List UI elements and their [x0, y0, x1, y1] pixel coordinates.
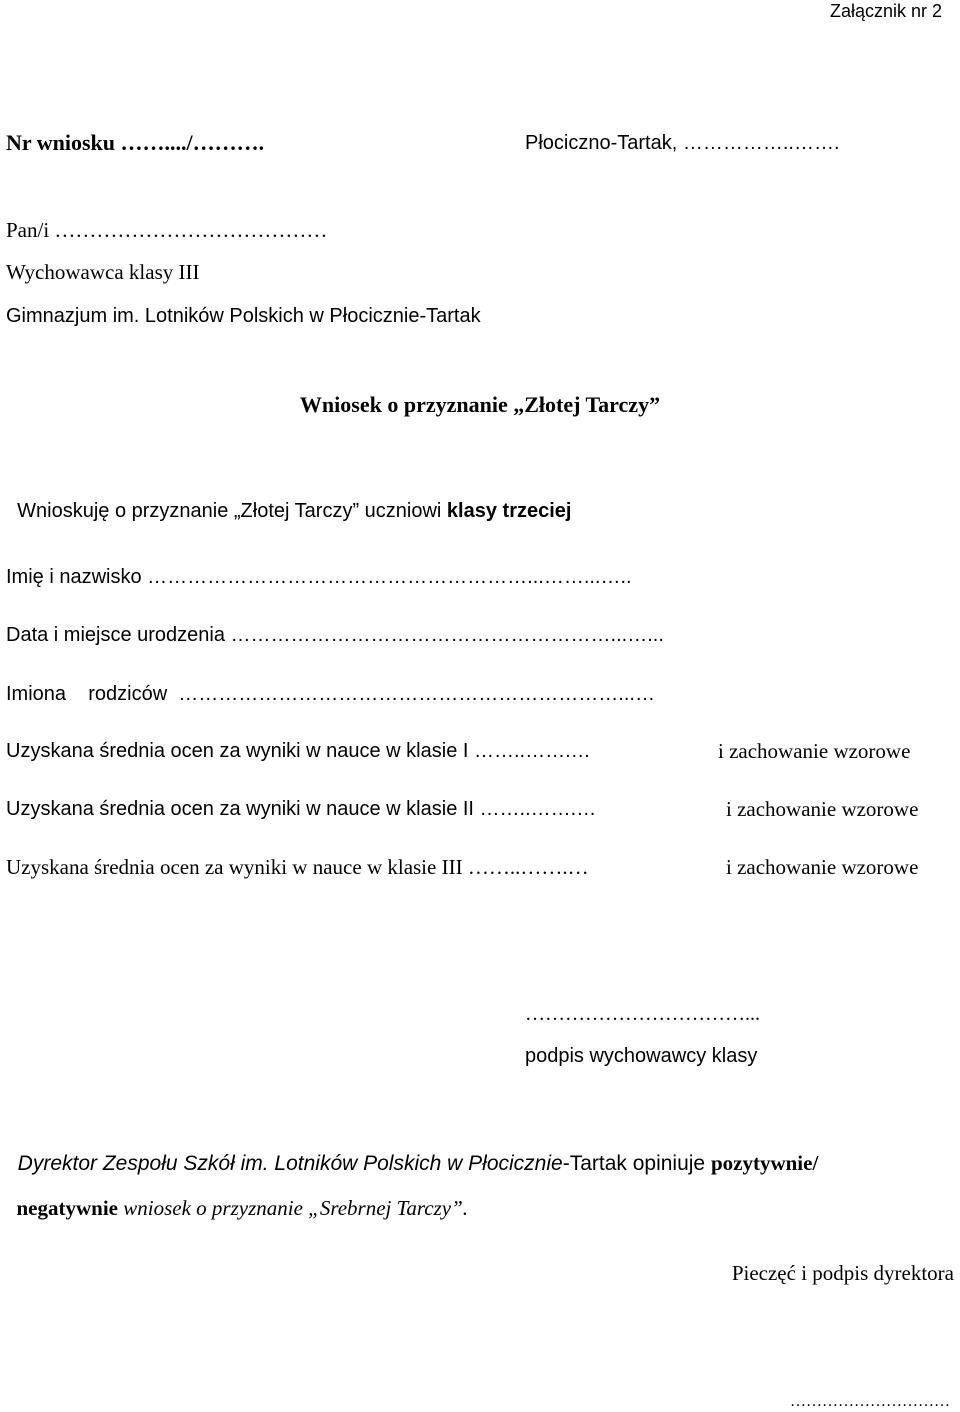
field-birth: Data i miejsce urodzenia …………………………………………………...…...: [6, 624, 664, 646]
teacher-signature-dots: ……………………………...: [525, 1003, 760, 1025]
director-opinion-line1: [6, 1132, 818, 1174]
grade-conduct-3: i zachowanie wzorowe: [726, 855, 919, 879]
field-parents: Imiona rodziców …………………………………………………………...…: [6, 683, 655, 705]
request-number: Nr wniosku ……..../……….: [6, 130, 265, 155]
grade-line-2: Uzyskana średnia ocen za wyniki w nauce w klasie II ……..…….…: [6, 798, 597, 820]
addressee-school: Gimnazjum im. Lotników Polskich w Płocicznie-Tartak: [6, 305, 481, 327]
director-italic: Dyrektor Zespołu Szkół im. Lotników Polskich w Płocicznie: [17, 1152, 563, 1175]
director-normal: -Tartak opiniuje: [562, 1152, 711, 1175]
grade-conduct-2: i zachowanie wzorowe: [726, 797, 919, 821]
director-negative: negatywnie: [16, 1196, 118, 1220]
grade-line-1: Uzyskana średnia ocen za wyniki w nauce w klasie I ……..…….…: [6, 740, 591, 762]
teacher-signature-label: podpis wychowawcy klasy: [525, 1045, 758, 1067]
director-stamp-dots: …………………………: [790, 1393, 950, 1410]
addressee-name: Pan/i …………………………………: [6, 218, 328, 242]
attachment-label: Załącznik nr 2: [829, 1, 942, 21]
director-silver: wniosek o przyznanie „Srebrnej Tarczy”.: [118, 1196, 469, 1220]
intro-bold: klasy trzeciej: [446, 500, 572, 522]
director-opinion-line2: [6, 1177, 468, 1219]
grade-line-3: Uzyskana średnia ocen za wyniki w nauce w klasie III ……..…….…: [6, 855, 589, 879]
field-name: Imię i nazwisko …………………………………………………...……...…..: [6, 566, 632, 588]
intro-text: Wnioskuję o przyznanie „Złotej Tarczy” uczniowi: [17, 500, 447, 522]
director-positive: pozytywnie/: [710, 1151, 819, 1175]
intro-paragraph: [6, 481, 571, 521]
place-date: Płociczno-Tartak, ……………..…….: [525, 132, 840, 154]
page-title: Wniosek o przyznanie „Złotej Tarczy”: [299, 392, 661, 417]
grade-conduct-1: i zachowanie wzorowe: [718, 739, 911, 763]
addressee-role: Wychowawca klasy III: [6, 260, 200, 284]
director-stamp-label: Pieczęć i podpis dyrektora: [731, 1261, 954, 1285]
